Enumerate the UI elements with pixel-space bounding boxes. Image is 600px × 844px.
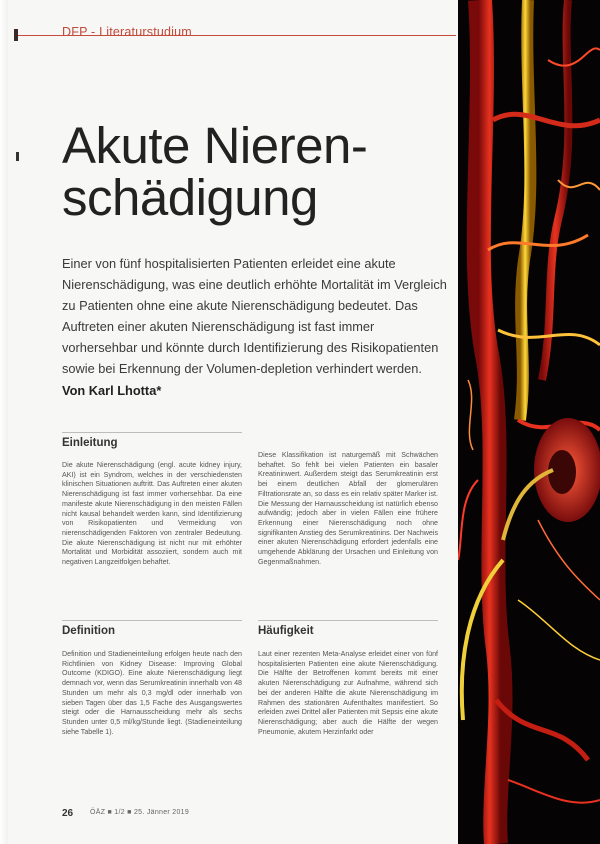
title-line-2: schädigung	[62, 169, 318, 226]
text-einleitung-continued: Diese Klassifikation ist naturgemäß mit Schwächen behaftet. So fehlt bei vielen Patienten ein basaler Kreatininwert. Außerdem steigt das Serumkreatinin erst bei einem deutlichen Abfall der glomerulären Filtrationsrate an, so dass es ein relativ später Marker ist. Die Messung der Harnausscheidung ist natürlich ebenso aufwändig; jedoch aber in vielen Fällen eine frühere Erkennung einer Nierenschädigung noch ohne signifikanten Anstieg des Serumkreatinins. Der Nachweis einer akuten Nierenschädigung erfordert jedenfalls eine umgehende Abklärung der Ursachen und Einleitung von Gegenmaßnahmen.	[258, 451, 438, 566]
heading-einleitung: Einleitung	[62, 437, 118, 449]
publication-info: ÖÄZ ■ 1/2 ■ 25. Jänner 2019	[90, 809, 190, 816]
article-title	[62, 117, 452, 226]
section-rule	[62, 620, 242, 621]
page-number: 26	[62, 808, 74, 819]
category-label: DFP - Literaturstudium	[62, 25, 192, 39]
text-haeufigkeit: Laut einer rezenten Meta-Analyse erleidet einer von fünf hospitalisierten Patienten eine akute Nierenschädigung. Die Hälfte der Betroffenen kommt bereits mit einer akuten Nierenschädigung zur Aufnahme, während sich bei der anderen Hälfte die akute Nierenschädigung im Rahmen des stationären Aufenthaltes manifestiert. So erleiden zwei Drittel aller Patienten mit Sepsis eine akute Nierenschädigung; aber auch die Hälfte der wegen Pneumonie, akutem Herzinfarkt oder	[258, 650, 438, 736]
title-line-1: Akute Nieren-	[62, 117, 368, 174]
author-byline: Von Karl Lhotta*	[62, 382, 162, 398]
vascular-illustration	[458, 0, 600, 844]
lead-text: Einer von fünf hospitalisierten Patienten erleidet eine akute Nierenschädigung, was eine deutlich erhöhte Mortalität im Vergleich zu Patienten ohne eine akute Nierenschädigung bedeutet. Das Auftreten einer akuten Nierenschädigung ist fast immer vorhersehbar und könnte durch Identifizierung des Risikopatienten sowie bei Erkennung der Volumen-depletion verhindert werden.	[62, 256, 447, 377]
text-definition: Definition und Stadieneinteilung erfolgen heute nach den Richtlinien von Kidney Disease: Improving Global Outcome (KDIGO). Eine akute Nierenschädigung liegt demnach vor, wenn das Serumkreatinin innerhalb von 48 Stunden um mehr als 0,3 mg/dl oder innerhalb von sieben Tagen über das 1,5 Fache des Ausgangswertes steigt oder die Harnausscheidung mehr als sechs Stunden unter 0,5 ml/kg/Stunde liegt. (Stadieneinteilung siehe Tabelle 1).	[62, 650, 242, 736]
scan-edge	[0, 0, 8, 844]
binding-mark	[16, 152, 19, 161]
section-rule	[62, 432, 242, 433]
section-rule	[258, 620, 438, 621]
heading-definition: Definition	[62, 625, 116, 637]
article-lead	[62, 253, 447, 401]
text-einleitung: Die akute Nierenschädigung (engl. acute kidney injury, AKI) ist ein Syndrom, welches in der verschiedensten klinischen Situationen auftritt. Das Auftreten einer akuten Nierenschädigung ist fast immer vorhersehbar. Da eine manifeste akute Nierenschädigung in den meisten Fällen nicht kausal behandelt werden kann, sind Identifizierung von Risikopatienten und Vermeidung von nierenschädigenden Faktoren von zentraler Bedeutung. Die akute Nierenschädigung ist nicht nur mit erhöhter Mortalität und Morbidität assoziiert, sondern auch mit negativen Langzeitfolgen behaftet.	[62, 461, 242, 567]
vessel-graphic	[458, 0, 600, 844]
heading-haeufigkeit: Häufigkeit	[258, 625, 314, 637]
